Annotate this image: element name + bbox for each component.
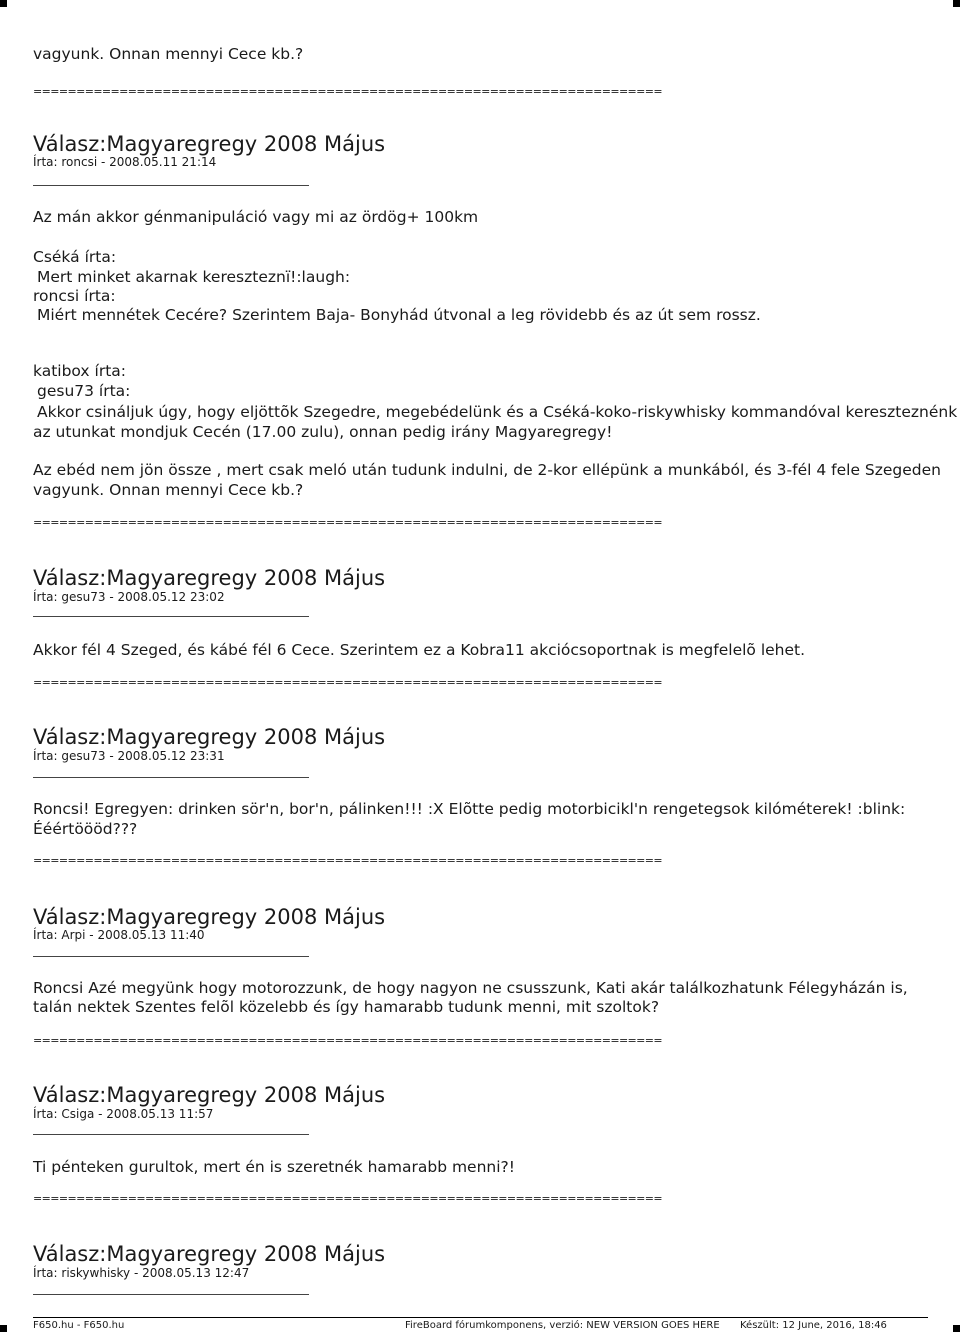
post-body-line: Ti pénteken gurultok, mert én is szeretnék hamarabb menni?! — [33, 1158, 515, 1176]
separator: ========================================================================= — [33, 854, 663, 867]
quote-author: roncsi írta: — [33, 287, 116, 305]
post-title: Válasz:Magyaregregy 2008 Május — [33, 1083, 386, 1107]
post-meta: Írta: Arpi - 2008.05.13 11:40 — [33, 928, 205, 942]
post-meta: Írta: gesu73 - 2008.05.12 23:31 — [33, 749, 225, 763]
quote-text: az utunkat mondjuk Cecén (17.00 zulu), onnan pedig irány Magyaregregy! — [33, 423, 613, 441]
post-title: Válasz:Magyaregregy 2008 Május — [33, 725, 386, 749]
post-body-line: Roncsi! Egregyen: drinken sör'n, bor'n, pálinken!!! :X Elõtte pedig motorbicikl'n rengetegsok kilóméterek! :blink: — [33, 800, 906, 818]
separator: ========================================================================= — [33, 516, 663, 529]
separator: ========================================================================= — [33, 85, 663, 98]
title-underline — [33, 777, 309, 778]
title-underline — [33, 1134, 309, 1135]
quote-text: Akkor csináljuk úgy, hogy eljöttõk Szegedre, megebédelünk és a Cséká-koko-riskywhisky kommandóval kereszteznénk — [37, 403, 958, 421]
post-meta: Írta: roncsi - 2008.05.11 21:14 — [33, 155, 217, 169]
post-meta: Írta: riskywhisky - 2008.05.13 12:47 — [33, 1266, 250, 1280]
title-underline — [33, 1294, 309, 1295]
title-underline — [33, 185, 309, 186]
post-body-line: Akkor fél 4 Szeged, és kábé fél 6 Cece. Szerintem ez a Kobra11 akciócsoportnak is megfelelõ lehet. — [33, 641, 806, 659]
post-body-line: Ééértöööd??? — [33, 820, 138, 838]
post-body-line: vagyunk. Onnan mennyi Cece kb.? — [33, 481, 304, 499]
quote-text: Miért mennétek Cecére? Szerintem Baja- Bonyhád útvonal a leg rövidebb és az út sem rossz. — [37, 306, 761, 324]
separator: ========================================================================= — [33, 676, 663, 689]
footer-site: F650.hu - F650.hu — [33, 1320, 125, 1331]
quote-author: Cséká írta: — [33, 248, 117, 266]
post-title: Válasz:Magyaregregy 2008 Május — [33, 905, 386, 929]
continuation-text: vagyunk. Onnan mennyi Cece kb.? — [33, 45, 304, 63]
post-title: Válasz:Magyaregregy 2008 Május — [33, 1242, 386, 1266]
footer-created: Készült: 12 June, 2016, 18:46 — [740, 1320, 887, 1331]
post-title: Válasz:Magyaregregy 2008 Május — [33, 132, 386, 156]
post-body-line: Az ebéd nem jön össze , mert csak meló után tudunk indulni, de 2-kor ellépünk a munkából, és 3-fél 4 fele Szegeden — [33, 461, 941, 479]
quote-author: katibox írta: — [33, 362, 127, 380]
post-body-line: Roncsi Azé megyünk hogy motorozzunk, de hogy nagyon ne csusszunk, Kati akár találkozhatunk Félegyházán is, — [33, 979, 908, 997]
post-meta: Írta: gesu73 - 2008.05.12 23:02 — [33, 590, 225, 604]
quote-author: gesu73 írta: — [37, 382, 131, 400]
title-underline — [33, 616, 309, 617]
post-title: Válasz:Magyaregregy 2008 Május — [33, 566, 386, 590]
post-body-line: Az mán akkor génmanipuláció vagy mi az ördög+ 100km — [33, 208, 479, 226]
separator: ========================================================================= — [33, 1034, 663, 1047]
post-meta: Írta: Csiga - 2008.05.13 11:57 — [33, 1107, 214, 1121]
post-body-line: talán nektek Szentes felõl közelebb és így hamarabb tudunk menni, mit szoltok? — [33, 998, 660, 1016]
quote-text: Mert minket akarnak kereszteznï!:laugh: — [37, 268, 351, 286]
footer-divider — [33, 1317, 928, 1318]
separator: ========================================================================= — [33, 1192, 663, 1205]
title-underline — [33, 956, 309, 957]
footer-generator: FireBoard fórumkomponens, verzió: NEW VERSION GOES HERE — [405, 1320, 720, 1331]
